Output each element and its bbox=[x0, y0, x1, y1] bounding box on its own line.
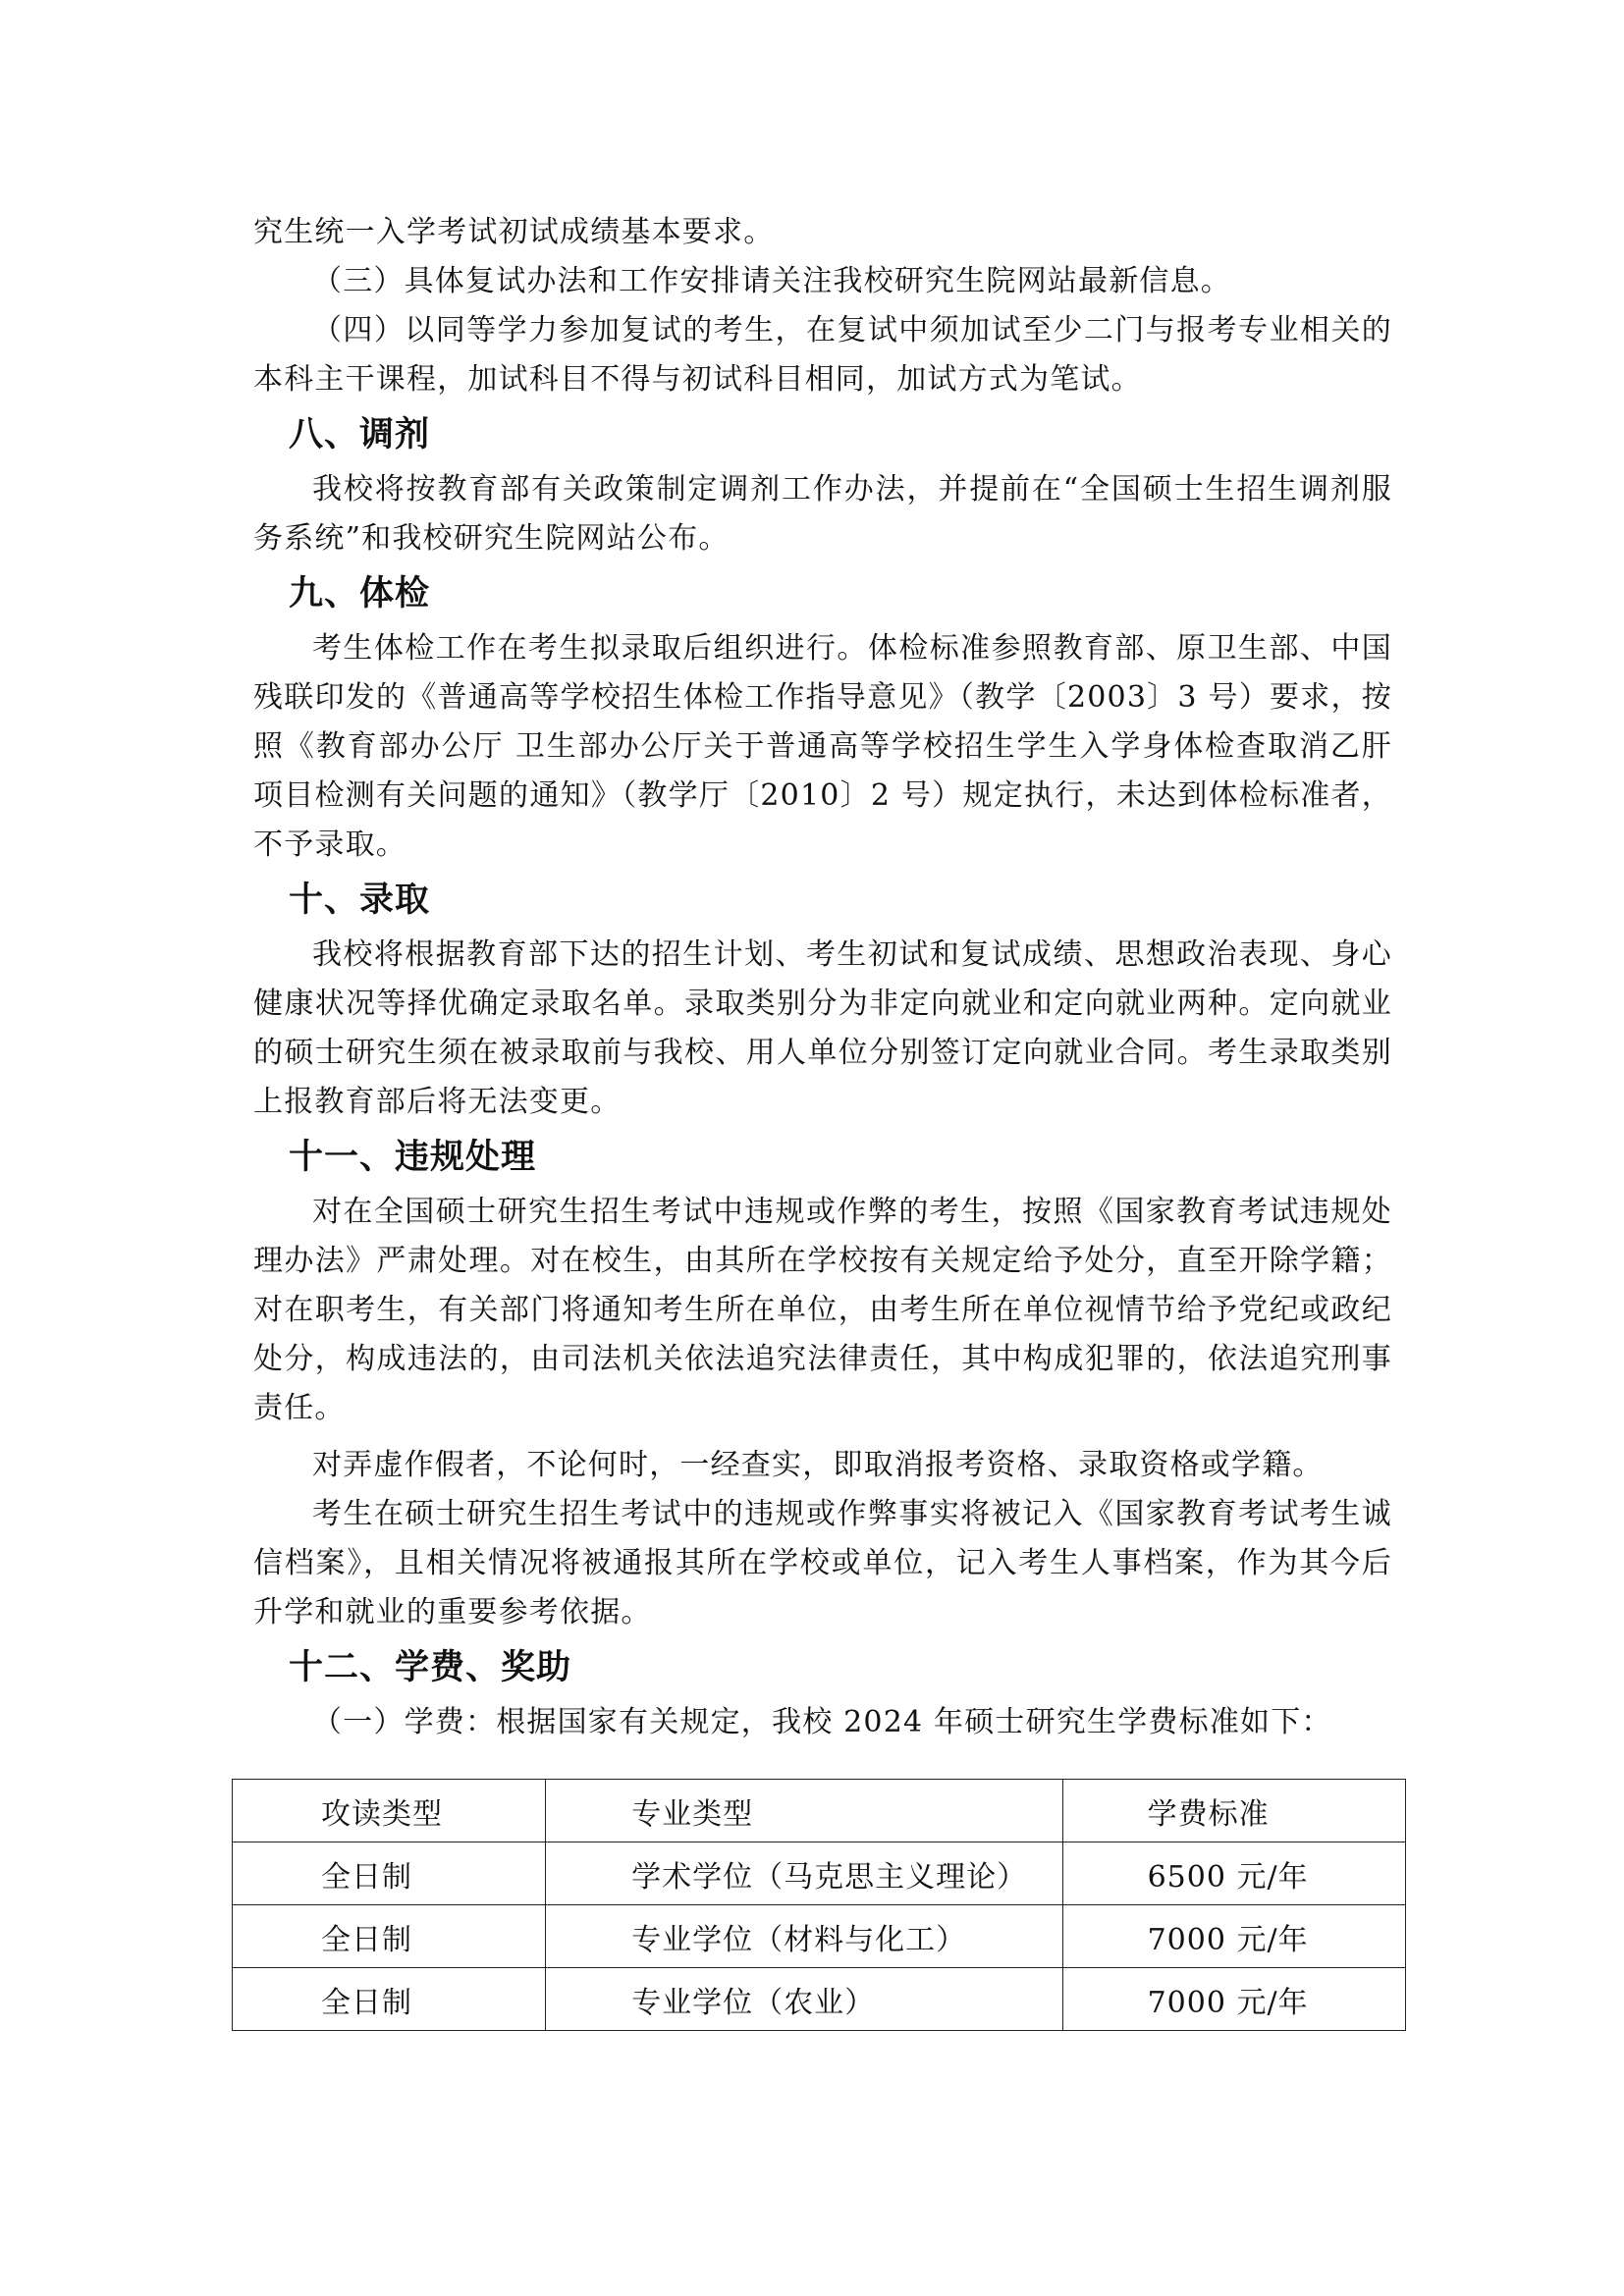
table-cell: 专业学位（农业） bbox=[546, 1968, 1062, 2031]
table-row bbox=[233, 1842, 1406, 1905]
table-cell: 全日制 bbox=[233, 1905, 546, 1968]
paragraph: 对在全国硕士研究生招生考试中违规或作弊的考生，按照《国家教育考试违规处理办法》严肃处理。对在校生，由其所在学校按有关规定给予处分，直至开除学籍；对在职考生，有关部门将通知考生所在单位，由考生所在单位视情节给予党纪或政纪处分，构成违法的，由司法机关依法追究法律责任，其中构成犯罪的，依法追究刑事责任。 bbox=[253, 1195, 1392, 1425]
table-cell: 7000 元/年 bbox=[1062, 1968, 1405, 2031]
section-heading: 十二、学费、奖助 bbox=[289, 1648, 572, 1687]
paragraph: 究生统一入学考试初试成绩基本要求。 bbox=[253, 215, 775, 249]
paragraph: 我校将根据教育部下达的招生计划、考生初试和复试成绩、思想政治表现、身心健康状况等择优确定录取名单。录取类别分为非定向就业和定向就业两种。定向就业的硕士研究生须在被录取前与我校、用人单位分别签订定向就业合同。考生录取类别上报教育部后将无法变更。 bbox=[253, 937, 1392, 1119]
fee-table bbox=[232, 1779, 1406, 2031]
paragraph: 考生在硕士研究生招生考试中的违规或作弊事实将被记入《国家教育考试考生诚信档案》，且相关情况将被通报其所在学校或单位，记入考生人事档案，作为其今后升学和就业的重要参考依据。 bbox=[253, 1497, 1392, 1629]
section-heading: 十、录取 bbox=[289, 881, 431, 920]
table-cell: 全日制 bbox=[233, 1968, 546, 2031]
table-cell: 6500 元/年 bbox=[1062, 1842, 1405, 1905]
paragraph: （一）学费：根据国家有关规定，我校 2024 年硕士研究生学费标准如下： bbox=[312, 1705, 1332, 1739]
table-row bbox=[233, 1968, 1406, 2031]
paragraph: （三）具体复试办法和工作安排请关注我校研究生院网站最新信息。 bbox=[312, 264, 1231, 298]
table-header-cell: 攻读类型 bbox=[233, 1780, 546, 1842]
table-cell: 学术学位（马克思主义理论） bbox=[546, 1842, 1062, 1905]
table-header-row bbox=[233, 1780, 1406, 1842]
table-cell: 全日制 bbox=[233, 1842, 546, 1905]
section-heading: 九、体检 bbox=[289, 574, 431, 614]
section-heading: 十一、违规处理 bbox=[289, 1138, 537, 1177]
table-row bbox=[233, 1905, 1406, 1968]
table-cell: 7000 元/年 bbox=[1062, 1905, 1405, 1968]
section-heading: 八、调剂 bbox=[289, 415, 431, 454]
table-header-cell: 专业类型 bbox=[546, 1780, 1062, 1842]
paragraph: 考生体检工作在考生拟录取后组织进行。体检标准参照教育部、原卫生部、中国残联印发的《普通高等学校招生体检工作指导意见》（教学〔2003〕3 号）要求，按照《教育部办公厅 卫生部办公厅关于普通高等学校招生学生入学身体检查取消乙肝项目检测有关问题的通知》（教学厅〔2010〕2 号）规定执行，未达到体检标准者，不予录取。 bbox=[253, 631, 1392, 862]
paragraph: 对弄虚作假者，不论何时，一经查实，即取消报考资格、录取资格或学籍。 bbox=[312, 1448, 1324, 1482]
document-body bbox=[253, 208, 1392, 1747]
paragraph: 我校将按教育部有关政策制定调剂工作办法，并提前在“全国硕士生招生调剂服务系统”和我校研究生院网站公布。 bbox=[253, 472, 1392, 556]
paragraph: （四）以同等学力参加复试的考生，在复试中须加试至少二门与报考专业相关的本科主干课程，加试科目不得与初试科目相同，加试方式为笔试。 bbox=[253, 313, 1392, 397]
table-header-cell: 学费标准 bbox=[1062, 1780, 1405, 1842]
table-cell: 专业学位（材料与化工） bbox=[546, 1905, 1062, 1968]
paragraph-gap bbox=[253, 1433, 1392, 1441]
